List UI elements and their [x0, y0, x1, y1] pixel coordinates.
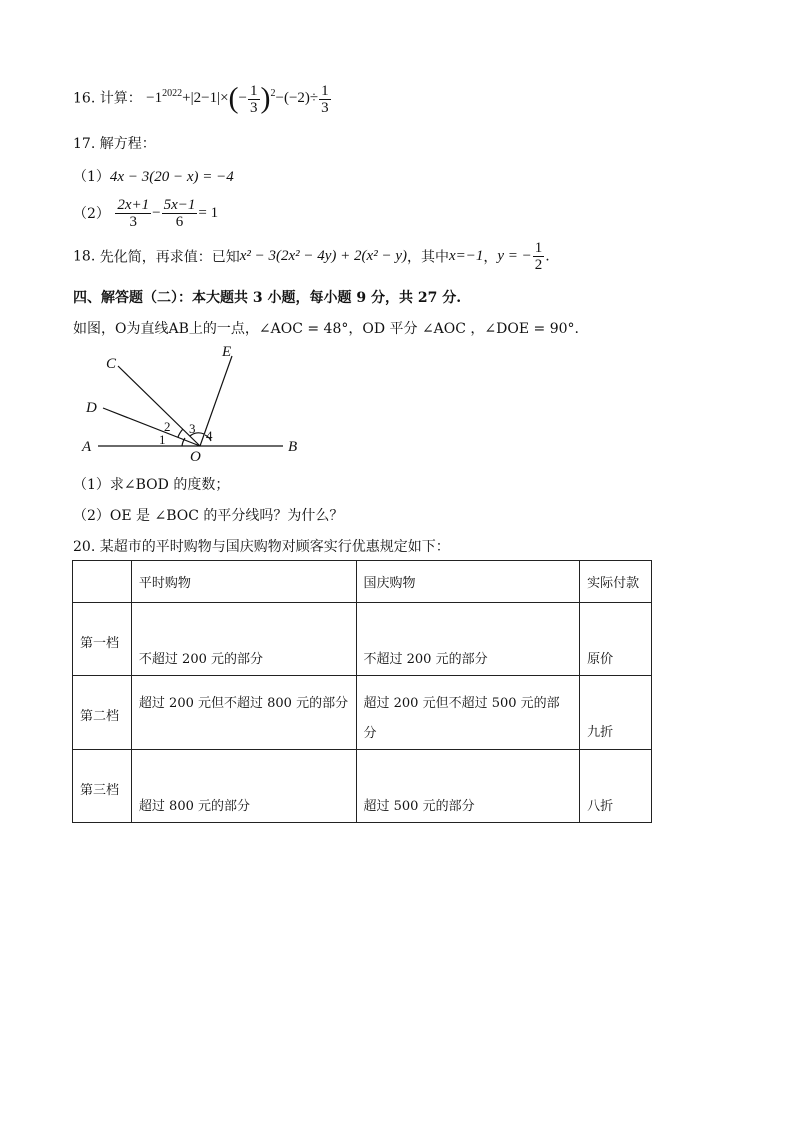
- table-header-row: [73, 561, 652, 603]
- label-e: E: [222, 344, 232, 360]
- question-19-part-2: （2）OE 是 ∠BOC 的平分线吗？为什么？: [73, 508, 344, 524]
- question-20: 20. 某超市的平时购物与国庆购物对顾客实行优惠规定如下：: [73, 539, 450, 555]
- label-d: D: [86, 400, 97, 416]
- question-17-part-1: （1）4x − 3(20 − x) = −4: [73, 169, 234, 185]
- question-18: 18. 先化简，再求值：已知x² − 3(2x² − 4y) + 2(x² − y)，其中x=−1，y = − $\frac{1}{2}$ .: [73, 240, 550, 273]
- question-17: 17. 解方程：: [73, 136, 156, 152]
- discount-table: [72, 560, 652, 823]
- fraction: $\frac{1}{3}$: [321, 82, 329, 116]
- table-row: [73, 750, 652, 823]
- table-cell: 不超过 200 元的部分: [356, 603, 580, 676]
- table-row: [73, 603, 652, 676]
- label-angle-3: 3: [189, 421, 196, 436]
- table-cell: 第三档: [73, 750, 132, 823]
- table-header-cell: [73, 561, 132, 603]
- label-angle-1: 1: [159, 432, 166, 447]
- label-o: O: [190, 449, 201, 465]
- label-angle-2: 2: [164, 419, 171, 434]
- table-cell: 八折: [580, 750, 652, 823]
- table-cell: 第一档: [73, 603, 132, 676]
- table-row: [73, 676, 652, 750]
- table-cell: 超过 800 元的部分: [131, 750, 356, 823]
- ray-od: [103, 408, 200, 446]
- label-a: A: [82, 439, 92, 455]
- question-16: 16. 计算： $-1^{2022}+|2-1|\times(-$ $\frac{1}{3}$ )$^2$−(−2)÷ $\frac{1}{3}$: [73, 82, 329, 116]
- question-19-part-1: （1）求∠BOD 的度数；: [73, 477, 230, 493]
- table-cell: 九折: [580, 676, 652, 750]
- table-cell: 原价: [580, 603, 652, 676]
- fraction: $\frac{1}{3}$: [250, 82, 258, 116]
- question-19: 如图，O为直线AB上的一点，∠AOC = 48°，OD 平分 ∠AOC ，∠DOE = 90°.: [73, 321, 579, 337]
- table-header-cell: 国庆购物: [356, 561, 580, 603]
- geometry-figure: [78, 340, 318, 465]
- table-header-cell: 实际付款: [580, 561, 652, 603]
- section-heading: 四、解答题（二）：本大题共 3 小题，每小题 9 分，共 27 分.: [73, 290, 462, 306]
- table-header-cell: 平时购物: [131, 561, 356, 603]
- label-angle-4: 4: [206, 428, 213, 443]
- label-c: C: [106, 356, 117, 372]
- label-b: B: [288, 439, 298, 455]
- table-cell: 超过 200 元但不超过 800 元的部分: [131, 676, 356, 750]
- table-cell: 不超过 200 元的部分: [131, 603, 356, 676]
- question-17-part-2: （2） $\frac{2x+1}{3}$ − $\frac{5x-1}{6}$ = 1: [73, 197, 219, 230]
- table-cell: 超过 200 元但不超过 500 元的部分: [356, 676, 580, 750]
- table-cell: 超过 500 元的部分: [356, 750, 580, 823]
- angle-arc-2: [178, 429, 183, 437]
- ray-oe: [200, 356, 232, 446]
- table-cell: 第二档: [73, 676, 132, 750]
